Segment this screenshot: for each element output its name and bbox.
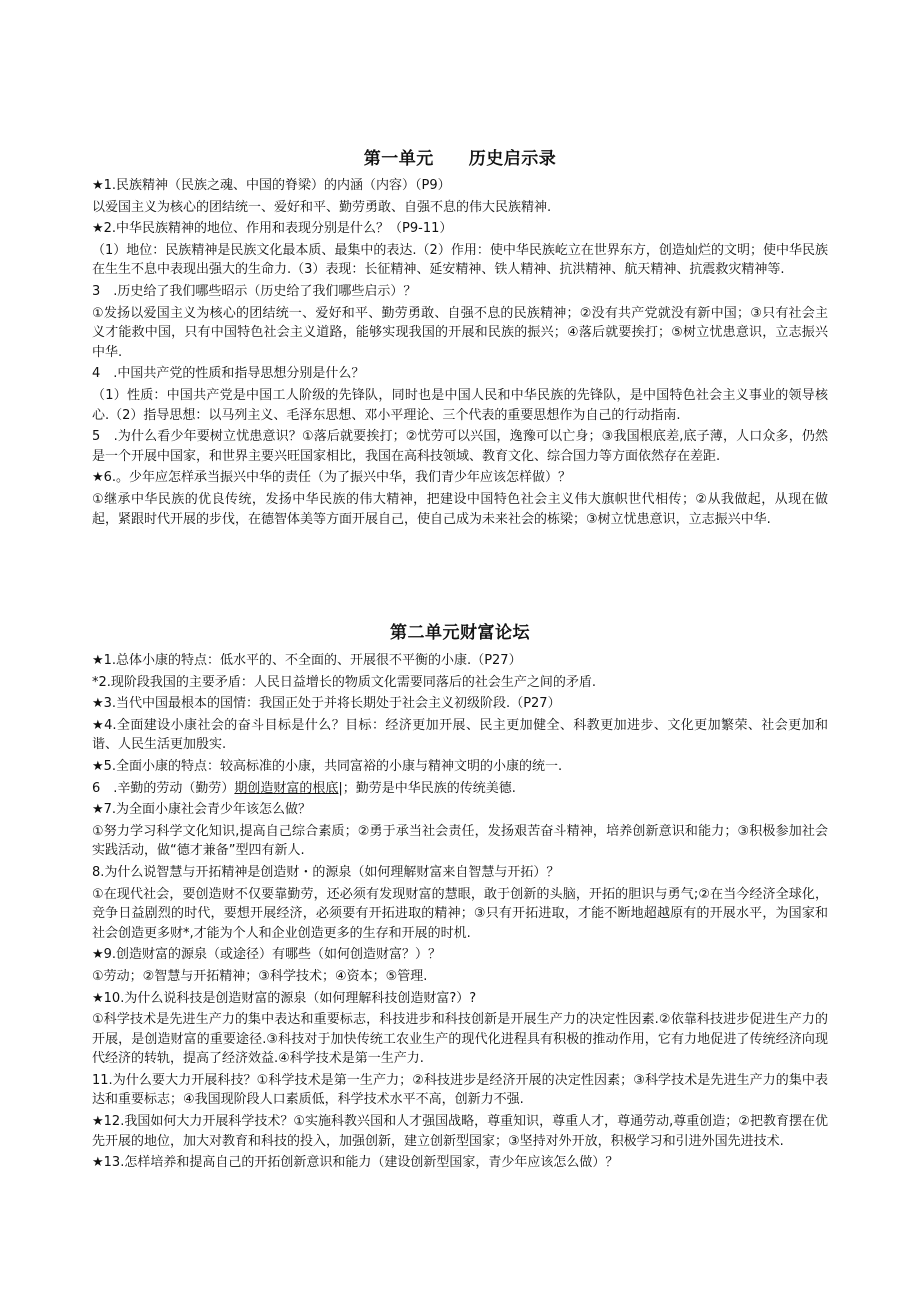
unit1-q2: ★2.中华民族精神的地位、作用和表现分别是什么？（P9-11） (92, 221, 453, 237)
unit2-item2: *2.现阶段我国的主要矛盾：人民日益增长的物质文化需要同落后的社会生产之间的矛盾. (92, 674, 597, 690)
unit2-content (92, 651, 828, 1175)
unit2-a9: ①劳动；②智慧与开拓精神；③科学技术；④资本；⑤管理. (92, 968, 428, 984)
unit2-q12: ★12.我国如何大力开展科学技术？①实施科教兴国和人才强国战略，尊重知识，尊重人才，尊通劳动,尊重创造；②把教育摆在优先开展的地位，加大对教育和科技的投入，加强创新，建立创新型国家；③坚持对外开放，积极学习和引进外国先进技术. (92, 1114, 828, 1149)
unit1-title: 第一单元 历史启示录 (363, 149, 557, 169)
unit2-q10: ★10.为什么说科技是创造财富的源泉（如何理解科技创造财富?）? (92, 990, 477, 1006)
unit1-a6: ①继承中华民族的优良传统，发扬中华民族的伟大精神，把建设中国特色社会主义伟大旗帜世代相传；②从我做起，从现在做起，紧跟时代开展的步伐，在德智体美等方面开展自己，使自己成为未来社会的栋梁；③树立忧患意识，立志振兴中华. (92, 491, 828, 527)
unit1-a2: （1）地位：民族精神是民族文化最本质、最集中的表达.（2）作用：使中华民族屹立在世界东方，创造灿烂的文明；使中华民族在生生不息中表现出强大的生命力.（3）表现：长征精神、延安精神、铁人精神、抗洪精神、航天精神、抗震救灾精神等. (92, 242, 828, 278)
unit2-item6-suffix: |；勤劳是中华民族的传统美德. (338, 780, 516, 796)
unit1-a4: （1）性质：中国共产党是中国工人阶级的先锋队，同时也是中国人民和中华民族的先锋队，是中国特色社会主义事业的领导核心.（2）指导思想：以马列主义、毛泽东思想、邓小平理论、三个代表的重要思想作为自己的行动指南. (92, 387, 828, 423)
unit2-item6-prefix: 6 .辛勤的劳动（勤劳） (92, 780, 235, 796)
unit1-content (92, 176, 828, 531)
unit2-item4: ★4.全面建设小康社会的奋斗目标是什么？目标：经济更加开展、民主更加健全、科教更加进步、文化更加繁荣、社会更加和谐、人民生活更加殷实. (92, 717, 828, 753)
unit1-q5: 5 .为什么看少年要树立忧患意识？①落后就要挨打；②忧劳可以兴国，逸豫可以亡身；③我国根底差,底子薄，人口众多，仍然是一个开展中国家，和世界主要兴旺国家相比，我国在高科技领域、教育文化、综合国力等方面依然存在差距. (92, 429, 828, 464)
unit2-q8: 8.为什么说智慧与开拓精神是创造财・的源泉（如何理解财富来自智慧与开拓）？ (92, 864, 560, 880)
unit2-item6-underlined: 期创造财富的根底 (234, 780, 339, 796)
unit1-a3: ①发扬以爱国主义为核心的团结统一、爱好和平、勤劳勇敢、自强不息的民族精神；②没有共产党就没有新中国；③只有社会主义才能救中国，只有中国特色社会主义道路，能够实现我国的开展和民族的振兴；④落后就要挨打；⑤树立忧患意识，立志振兴中华. (92, 305, 828, 360)
unit2-item3: ★3.当代中国最根本的国情：我国正处于并将长期处于社会主义初级阶段.（P27） (92, 696, 561, 712)
unit2-item5: ★5.全面小康的特点：较高标准的小康，共同富裕的小康与精神文明的小康的统一. (92, 758, 563, 774)
unit2-a10: ①科学技术是先进生产力的集中表达和重要标志，科技进步和科技创新是开展生产力的决定性因素.②依靠科技进步促进生产力的开展，是创造财富的重要途径.③科技对于加快传统工农业生产的现代化进程具有积极的推动作用，它有力地促进了传统经济向现代经济的转轨，提高了经济效益.④科学技术是第一生产力. (92, 1012, 828, 1067)
unit1-q6: ★6.。少年应怎样承当振兴中华的责任（为了振兴中华，我们青少年应该怎样做）？ (92, 470, 572, 486)
unit2-q11: 11.为什么要大力开展科技？①科学技术是第一生产力；②科技进步是经济开展的决定性因素；③科学技术是先进生产力的集中表达和重要标志；④我国现阶段人口素质低，科学技术水平不高，创新力不强. (92, 1072, 828, 1108)
unit2-q7: ★7.为全面小康社会青少年该怎么做？ (92, 802, 312, 818)
unit2-a7: ①努力学习科学文化知识,提高自己综合素质；②勇于承当社会责任，发扬艰苦奋斗精神，培养创新意识和能力；③积极参加社会实践活动，做“德才兼备”型四有新人. (92, 823, 828, 859)
unit1-q1: ★1.民族精神（民族之魂、中国的脊梁）的内涵（内容）（P9） (92, 178, 451, 193)
unit2-item1: ★1.总体小康的特点：低水平的、不全面的、开展很不平衡的小康.（P27） (92, 653, 522, 668)
unit2-item6 (92, 779, 828, 799)
unit2-q9: ★9.创造财富的源泉（或途径）有哪些（如何创造财富？）？ (92, 947, 442, 963)
unit2-title: 第二单元财富论坛 (390, 623, 530, 643)
unit2-q13: ★13.怎样培养和提高自己的开拓创新意识和能力（建设创新型国家，青少年应该怎么做）？ (92, 1155, 619, 1171)
unit2-a8: ①在现代社会，要创造财不仅要靠勤劳，还必须有发现财富的慧眼，敢于创新的头脑，开拓的胆识与勇气;②在当今经济全球化，竞争日益剧烈的时代，要想开展经济，必须要有开拓进取的精神；③只有开拓进取，才能不断地超越原有的开展水平，为国家和社会创造更多财*,才能为个人和企业创造更多的生存和开展的时机. (92, 886, 828, 941)
unit1-q3: 3 .历史给了我们哪些昭示（历史给了我们哪些启示）？ (92, 283, 417, 299)
unit1-a1: 以爱国主义为核心的团结统一、爱好和平、勤劳勇敢、自强不息的伟大民族精神. (92, 199, 552, 215)
unit1-q4: 4 .中国共产党的性质和指导思想分别是什么？ (92, 366, 365, 382)
